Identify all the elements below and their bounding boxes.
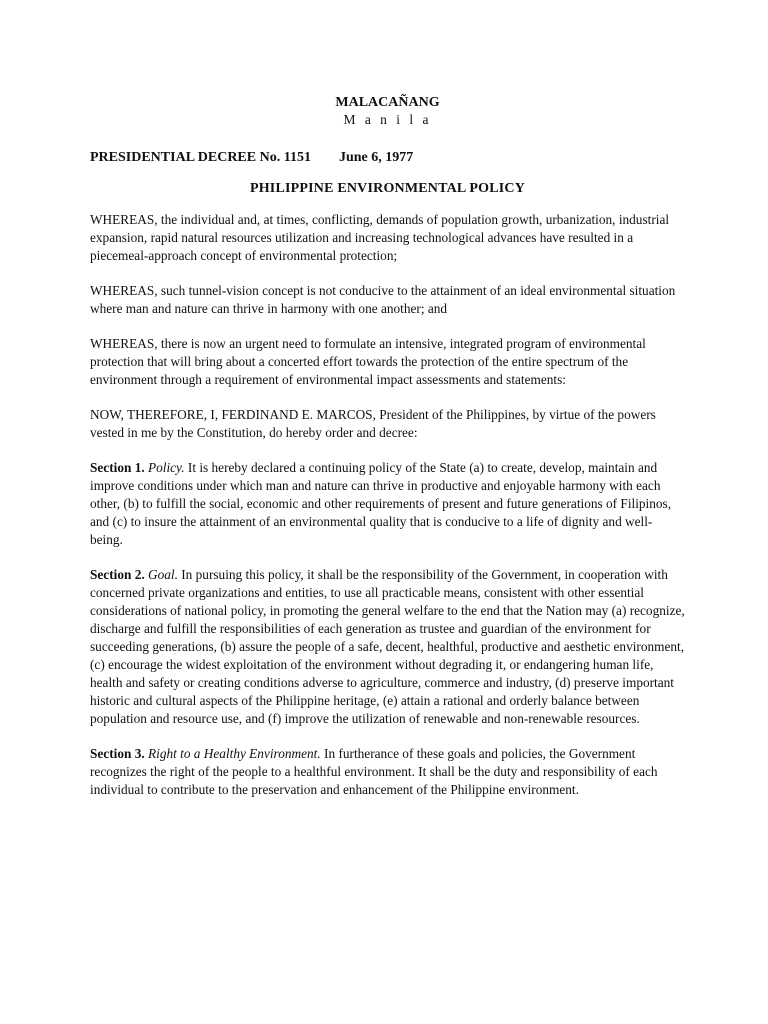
section-1-label: Section 1. (90, 460, 145, 475)
section-3-label: Section 3. (90, 746, 145, 761)
document-title: PHILIPPINE ENVIRONMENTAL POLICY (249, 181, 526, 196)
section-3-text: In furtherance of these goals and policies, the Government recognizes the right of the people to a healthful environment. It shall be the duty and responsibility of each individual to contribute to the preservation and enhancement of the Philippine environment. (90, 746, 658, 797)
decree-line (90, 149, 685, 167)
whereas-paragraph-1: WHEREAS, the individual and, at times, conflicting, demands of population growth, urbanization, industrial expansion, rapid natural resources utilization and increasing technological advances have resulted in a piecemeal-approach concept of environmental protection; (90, 212, 670, 263)
office-heading: MALACAÑANG (335, 95, 440, 110)
section-1 (90, 459, 685, 549)
decree-date: June 6, 1977 (338, 150, 414, 165)
section-3-title: Right to a Healthy Environment. (148, 746, 321, 761)
section-2-text: In pursuing this policy, it shall be the responsibility of the Government, in cooperation with concerned private organizations and entities, to use all practicable means, consistent with other essential considerations of national policy, in promoting the general welfare to the end that the Nation may (a) recognize, discharge and fulfill the responsibilities of each generation as trustee and guardian of the environment for succeeding generations, (b) assure the people of a safe, decent, healthful, productive and aesthetic environment, (c) encourage the widest exploitation of the environment without degrading it, or endangering human life, health and safety or creating conditions adverse to agriculture, commerce and industry, (d) preserve important historic and cultural aspects of the Philippine heritage, (e) attain a rational and orderly balance between population and resource use, and (f) improve the utilization of renewable and non-renewable resources. (90, 567, 685, 726)
section-3 (90, 745, 685, 799)
whereas-paragraph-2: WHEREAS, such tunnel-vision concept is not conducive to the attainment of an ideal environmental situation where man and nature can thrive in harmony with one another; and (90, 283, 676, 316)
city-heading: M a n i l a (343, 112, 432, 127)
section-2-label: Section 2. (90, 567, 145, 582)
section-1-text: It is hereby declared a continuing policy of the State (a) to create, develop, maintain and improve conditions under which man and nature can thrive in productive and enjoyable harmony with each other, (b) to fulfill the social, economic and other requirements of present and future generations of Filipinos, and (c) to insure the attainment of an environmental quality that is conducive to a life of dignity and well-being. (90, 460, 672, 547)
document-page (90, 94, 685, 799)
decree-number: PRESIDENTIAL DECREE No. 1151 (90, 150, 311, 165)
section-1-title: Policy. (148, 460, 185, 475)
section-2-title: Goal. (148, 567, 178, 582)
now-therefore-paragraph: NOW, THEREFORE, I, FERDINAND E. MARCOS, President of the Philippines, by virtue of the powers vested in me by the Constitution, do hereby order and decree: (90, 407, 656, 440)
section-2 (90, 566, 685, 728)
whereas-paragraph-3: WHEREAS, there is now an urgent need to formulate an intensive, integrated program of environmental protection that will bring about a concerted effort towards the protection of the entire spectrum of the environment through a requirement of environmental impact assessments and statements: (90, 336, 646, 387)
